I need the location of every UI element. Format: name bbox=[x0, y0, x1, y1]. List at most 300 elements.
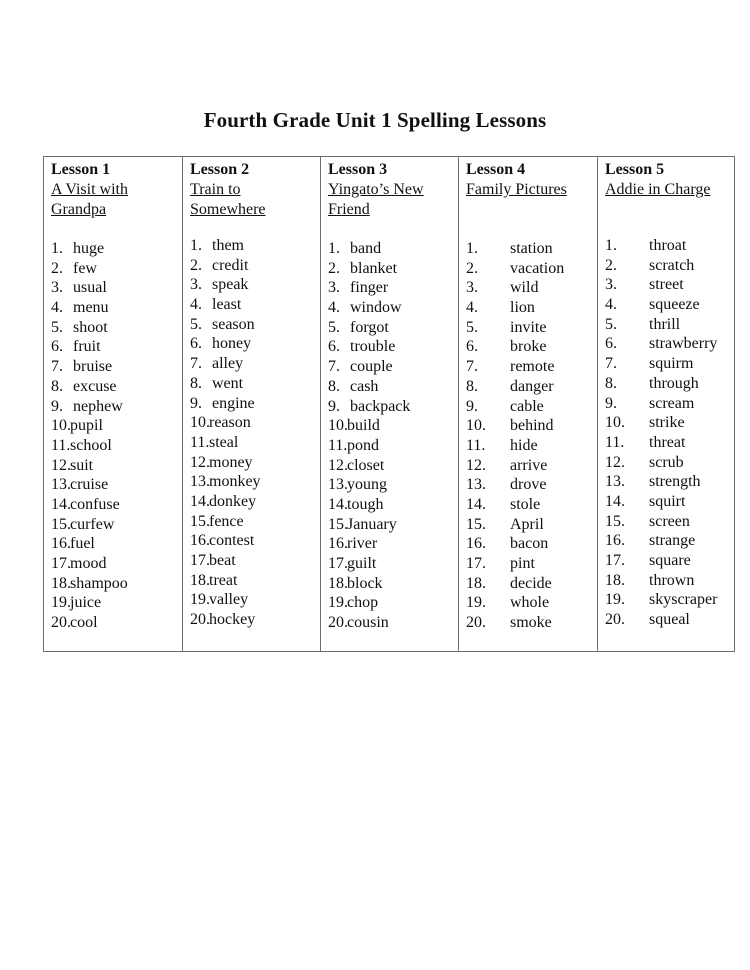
word-text: broke bbox=[510, 338, 547, 356]
word-number: 13. bbox=[466, 476, 486, 494]
lesson-header bbox=[190, 160, 318, 220]
word-text: beat bbox=[209, 552, 236, 569]
spelling-word bbox=[51, 337, 181, 357]
word-number: 10. bbox=[605, 414, 625, 432]
word-text: arrive bbox=[510, 456, 548, 474]
word-number: 11. bbox=[466, 436, 486, 454]
spelling-word bbox=[466, 259, 596, 279]
spelling-word bbox=[190, 512, 320, 532]
spelling-word bbox=[466, 475, 596, 495]
word-text: suit bbox=[70, 456, 94, 474]
spelling-word bbox=[51, 593, 181, 613]
word-text: cousin bbox=[347, 614, 389, 632]
word-text: stole bbox=[510, 495, 541, 513]
word-text: monkey bbox=[209, 473, 261, 491]
word-number: 8. bbox=[605, 374, 617, 392]
lesson-title-line: Train to bbox=[190, 181, 241, 198]
word-text: strawberry bbox=[649, 335, 718, 353]
word-text: pond bbox=[347, 436, 379, 454]
word-text: huge bbox=[73, 240, 105, 257]
word-number: 3. bbox=[605, 276, 617, 294]
spelling-word bbox=[466, 495, 596, 515]
word-list bbox=[51, 239, 181, 633]
word-text: least bbox=[212, 296, 242, 314]
spelling-word bbox=[466, 436, 596, 456]
word-text: throat bbox=[649, 237, 687, 254]
word-list bbox=[605, 236, 735, 630]
spelling-word bbox=[51, 357, 181, 377]
lesson-title-line: Family Pictures bbox=[466, 181, 567, 198]
lesson-title-line: Grandpa bbox=[51, 201, 107, 218]
word-text: alley bbox=[212, 355, 244, 373]
spelling-word bbox=[328, 259, 458, 279]
spelling-word bbox=[466, 337, 596, 357]
word-text: engine bbox=[212, 394, 255, 412]
spelling-word bbox=[466, 554, 596, 574]
word-number: 12. bbox=[328, 456, 348, 474]
word-text: invite bbox=[510, 318, 547, 336]
word-text: fence bbox=[209, 512, 244, 530]
spelling-word bbox=[466, 574, 596, 594]
word-text: through bbox=[649, 374, 699, 392]
word-number: 9. bbox=[328, 397, 340, 415]
spelling-word bbox=[328, 337, 458, 357]
spelling-word bbox=[190, 256, 320, 276]
word-text: pint bbox=[510, 555, 535, 572]
word-number: 3. bbox=[328, 279, 340, 297]
spelling-word bbox=[605, 275, 735, 295]
word-number: 7. bbox=[605, 355, 617, 373]
spelling-word bbox=[190, 551, 320, 571]
word-text: street bbox=[649, 276, 684, 294]
word-text: hockey bbox=[209, 611, 256, 629]
lesson-column bbox=[320, 157, 458, 651]
word-text: squirm bbox=[649, 355, 694, 373]
word-number: 12. bbox=[51, 456, 71, 474]
word-number: 20. bbox=[51, 614, 71, 632]
word-text: reason bbox=[209, 414, 251, 432]
word-number: 2. bbox=[328, 259, 340, 277]
spelling-word bbox=[605, 512, 735, 532]
word-number: 14. bbox=[328, 495, 348, 513]
spelling-table bbox=[43, 156, 735, 652]
word-number: 13. bbox=[328, 476, 348, 494]
word-text: threat bbox=[649, 433, 686, 451]
word-number: 16. bbox=[190, 532, 210, 550]
word-text: nephew bbox=[73, 397, 123, 415]
spelling-word bbox=[328, 278, 458, 298]
spelling-word bbox=[466, 613, 596, 633]
word-number: 1. bbox=[605, 237, 617, 254]
spelling-word bbox=[605, 453, 735, 473]
word-text: smoke bbox=[510, 614, 552, 632]
word-number: 5. bbox=[51, 318, 63, 336]
spelling-word bbox=[466, 318, 596, 338]
word-text: forgot bbox=[350, 318, 389, 336]
word-text: squirt bbox=[649, 492, 686, 510]
spelling-word bbox=[605, 610, 735, 630]
word-number: 18. bbox=[605, 571, 625, 589]
word-text: juice bbox=[70, 594, 102, 612]
spelling-word bbox=[328, 495, 458, 515]
word-number: 13. bbox=[605, 473, 625, 491]
spelling-word bbox=[51, 259, 181, 279]
spelling-word bbox=[51, 475, 181, 495]
word-text: fuel bbox=[70, 535, 95, 553]
word-number: 2. bbox=[51, 259, 63, 277]
word-number: 16. bbox=[466, 535, 486, 553]
spelling-word bbox=[328, 436, 458, 456]
word-text: chop bbox=[347, 594, 379, 612]
word-number: 15. bbox=[190, 512, 210, 530]
word-text: block bbox=[347, 574, 383, 592]
word-text: square bbox=[649, 552, 691, 569]
lesson-title-line: Addie in Charge bbox=[605, 181, 711, 198]
spelling-word bbox=[190, 610, 320, 630]
word-number: 5. bbox=[466, 318, 478, 336]
word-number: 10. bbox=[190, 414, 210, 432]
word-number: 17. bbox=[190, 552, 210, 569]
word-number: 18. bbox=[328, 574, 348, 592]
word-number: 6. bbox=[605, 335, 617, 353]
word-text: treat bbox=[209, 571, 238, 589]
word-text: cruise bbox=[70, 476, 109, 494]
word-text: few bbox=[73, 259, 97, 277]
word-text: steal bbox=[209, 433, 239, 451]
lesson-title-line: Friend bbox=[328, 201, 370, 218]
spelling-word bbox=[190, 492, 320, 512]
word-number: 9. bbox=[51, 397, 63, 415]
spelling-word bbox=[605, 531, 735, 551]
word-number: 11. bbox=[51, 436, 71, 454]
word-text: honey bbox=[212, 335, 252, 353]
spelling-word bbox=[605, 236, 735, 256]
word-text: mood bbox=[70, 555, 107, 572]
word-number: 12. bbox=[190, 453, 210, 471]
word-text: station bbox=[510, 240, 553, 257]
word-number: 11. bbox=[190, 433, 210, 451]
word-text: April bbox=[510, 515, 544, 533]
word-number: 10. bbox=[328, 417, 348, 435]
spelling-word bbox=[190, 236, 320, 256]
spelling-word bbox=[190, 531, 320, 551]
spelling-word bbox=[605, 315, 735, 335]
word-text: went bbox=[212, 374, 244, 392]
spelling-word bbox=[328, 416, 458, 436]
word-text: danger bbox=[510, 377, 554, 395]
word-text: school bbox=[70, 436, 112, 454]
word-number: 19. bbox=[328, 594, 348, 612]
word-text: valley bbox=[209, 591, 249, 609]
word-number: 12. bbox=[466, 456, 486, 474]
lesson-name: Lesson 4 bbox=[466, 161, 526, 178]
spelling-word bbox=[51, 456, 181, 476]
spelling-word bbox=[328, 534, 458, 554]
spelling-word bbox=[328, 397, 458, 417]
word-number: 5. bbox=[190, 315, 202, 333]
spelling-word bbox=[51, 318, 181, 338]
word-text: thrown bbox=[649, 571, 695, 589]
spelling-word bbox=[328, 515, 458, 535]
spelling-word bbox=[466, 239, 596, 259]
word-text: shampoo bbox=[70, 574, 128, 592]
word-number: 18. bbox=[51, 574, 71, 592]
word-number: 8. bbox=[190, 374, 202, 392]
word-number: 4. bbox=[190, 296, 202, 314]
spelling-word bbox=[190, 394, 320, 414]
lesson-title-line: Somewhere bbox=[190, 201, 266, 218]
word-number: 16. bbox=[328, 535, 348, 553]
word-text: finger bbox=[350, 279, 389, 297]
spelling-word bbox=[466, 298, 596, 318]
spelling-word bbox=[328, 613, 458, 633]
spelling-word bbox=[51, 416, 181, 436]
lesson-column bbox=[44, 157, 182, 651]
word-number: 20. bbox=[605, 611, 625, 629]
spelling-word bbox=[466, 593, 596, 613]
word-text: excuse bbox=[73, 377, 117, 395]
spelling-word bbox=[466, 456, 596, 476]
word-number: 17. bbox=[466, 555, 486, 572]
word-number: 7. bbox=[190, 355, 202, 373]
word-number: 9. bbox=[605, 394, 617, 412]
word-text: scream bbox=[649, 394, 695, 412]
word-text: scratch bbox=[649, 256, 695, 274]
spelling-word bbox=[190, 275, 320, 295]
page-title: Fourth Grade Unit 1 Spelling Lessons bbox=[203, 108, 547, 132]
word-number: 1. bbox=[51, 240, 63, 257]
word-text: cash bbox=[350, 377, 379, 395]
spelling-word bbox=[605, 472, 735, 492]
spelling-word bbox=[190, 590, 320, 610]
spelling-word bbox=[466, 534, 596, 554]
word-text: squeal bbox=[649, 611, 690, 629]
word-number: 6. bbox=[328, 338, 340, 356]
spelling-word bbox=[466, 278, 596, 298]
word-number: 13. bbox=[51, 476, 71, 494]
word-text: couple bbox=[350, 358, 393, 376]
word-text: backpack bbox=[350, 397, 411, 415]
word-number: 10. bbox=[51, 417, 71, 435]
word-text: skyscraper bbox=[649, 591, 718, 609]
word-text: cable bbox=[510, 397, 544, 415]
word-text: guilt bbox=[347, 555, 377, 572]
spelling-word bbox=[328, 554, 458, 574]
word-number: 4. bbox=[51, 299, 63, 317]
spelling-word bbox=[328, 456, 458, 476]
word-number: 18. bbox=[466, 574, 486, 592]
spelling-word bbox=[605, 295, 735, 315]
word-number: 19. bbox=[51, 594, 71, 612]
word-text: build bbox=[347, 417, 380, 435]
word-list bbox=[328, 239, 458, 633]
lesson-header bbox=[328, 160, 456, 220]
word-text: behind bbox=[510, 417, 554, 435]
word-number: 7. bbox=[51, 358, 63, 376]
word-text: them bbox=[212, 237, 244, 254]
spelling-word bbox=[328, 593, 458, 613]
word-text: strength bbox=[649, 473, 701, 491]
word-text: menu bbox=[73, 299, 109, 317]
word-number: 1. bbox=[328, 240, 340, 257]
word-text: river bbox=[347, 535, 378, 553]
lesson-column bbox=[597, 157, 734, 651]
word-text: pupil bbox=[70, 417, 103, 435]
word-text: strike bbox=[649, 414, 685, 432]
spelling-word bbox=[51, 613, 181, 633]
spelling-word bbox=[51, 495, 181, 515]
spelling-word bbox=[190, 413, 320, 433]
word-text: cool bbox=[70, 614, 98, 632]
word-list bbox=[190, 236, 320, 630]
word-number: 14. bbox=[190, 492, 210, 510]
lesson-column bbox=[182, 157, 320, 651]
word-text: donkey bbox=[209, 492, 257, 510]
spelling-word bbox=[51, 278, 181, 298]
word-text: lion bbox=[510, 299, 535, 317]
word-number: 9. bbox=[190, 394, 202, 412]
spelling-word bbox=[51, 298, 181, 318]
word-number: 5. bbox=[605, 315, 617, 333]
lesson-name: Lesson 5 bbox=[605, 161, 665, 178]
word-number: 19. bbox=[605, 591, 625, 609]
word-text: confuse bbox=[70, 495, 120, 513]
word-number: 6. bbox=[190, 335, 202, 353]
spelling-word bbox=[466, 397, 596, 417]
spelling-word bbox=[328, 298, 458, 318]
spelling-word bbox=[51, 377, 181, 397]
word-number: 14. bbox=[51, 495, 71, 513]
word-text: decide bbox=[510, 574, 552, 592]
word-text: contest bbox=[209, 532, 255, 550]
spelling-word bbox=[605, 394, 735, 414]
spelling-word bbox=[605, 413, 735, 433]
word-number: 4. bbox=[605, 296, 617, 314]
word-number: 2. bbox=[190, 256, 202, 274]
word-number: 4. bbox=[328, 299, 340, 317]
spelling-word bbox=[51, 515, 181, 535]
word-number: 1. bbox=[466, 240, 478, 257]
spelling-word bbox=[466, 357, 596, 377]
spelling-word bbox=[466, 416, 596, 436]
word-text: curfew bbox=[70, 515, 115, 533]
word-number: 1. bbox=[190, 237, 202, 254]
spelling-word bbox=[328, 357, 458, 377]
lesson-name: Lesson 1 bbox=[51, 161, 111, 178]
word-text: hide bbox=[510, 436, 538, 454]
spelling-word bbox=[466, 377, 596, 397]
word-text: vacation bbox=[510, 259, 565, 277]
word-text: drove bbox=[510, 476, 547, 494]
word-number: 4. bbox=[466, 299, 478, 317]
spelling-word bbox=[51, 436, 181, 456]
spelling-word bbox=[605, 551, 735, 571]
spelling-word bbox=[605, 354, 735, 374]
word-number: 20. bbox=[190, 611, 210, 629]
word-number: 12. bbox=[605, 453, 625, 471]
word-number: 3. bbox=[466, 279, 478, 297]
spelling-word bbox=[51, 554, 181, 574]
word-number: 15. bbox=[605, 512, 625, 530]
spelling-word bbox=[190, 374, 320, 394]
spelling-word bbox=[190, 334, 320, 354]
spelling-word bbox=[51, 574, 181, 594]
spelling-word bbox=[605, 334, 735, 354]
word-number: 14. bbox=[466, 495, 486, 513]
word-text: January bbox=[347, 515, 397, 533]
word-number: 16. bbox=[605, 532, 625, 550]
word-text: fruit bbox=[73, 338, 101, 356]
word-number: 2. bbox=[466, 259, 478, 277]
word-text: young bbox=[347, 476, 387, 494]
word-text: remote bbox=[510, 358, 555, 376]
spelling-word bbox=[190, 315, 320, 335]
word-number: 16. bbox=[51, 535, 71, 553]
word-text: scrub bbox=[649, 453, 684, 471]
spelling-word bbox=[51, 239, 181, 259]
lesson-header bbox=[466, 160, 594, 200]
word-number: 17. bbox=[51, 555, 71, 572]
word-text: wild bbox=[510, 279, 539, 297]
word-text: thrill bbox=[649, 315, 681, 333]
word-text: usual bbox=[73, 279, 107, 297]
word-text: closet bbox=[347, 456, 385, 474]
word-number: 8. bbox=[466, 377, 478, 395]
word-text: bruise bbox=[73, 358, 113, 376]
spelling-word bbox=[328, 377, 458, 397]
lesson-title-line: A Visit with bbox=[51, 181, 128, 198]
word-text: band bbox=[350, 240, 382, 257]
spelling-word bbox=[605, 492, 735, 512]
word-number: 11. bbox=[605, 433, 625, 451]
lesson-header bbox=[605, 160, 733, 200]
word-number: 13. bbox=[190, 473, 210, 491]
word-number: 3. bbox=[190, 276, 202, 294]
spelling-word bbox=[605, 374, 735, 394]
word-text: credit bbox=[212, 256, 249, 274]
word-number: 3. bbox=[51, 279, 63, 297]
word-number: 18. bbox=[190, 571, 210, 589]
word-number: 6. bbox=[466, 338, 478, 356]
word-number: 8. bbox=[328, 377, 340, 395]
word-text: screen bbox=[649, 512, 690, 530]
word-number: 11. bbox=[328, 436, 348, 454]
word-text: window bbox=[350, 299, 402, 317]
spelling-word bbox=[466, 515, 596, 535]
spelling-word bbox=[328, 475, 458, 495]
lesson-name: Lesson 2 bbox=[190, 161, 250, 178]
word-text: tough bbox=[347, 495, 384, 513]
word-number: 7. bbox=[328, 358, 340, 376]
word-number: 5. bbox=[328, 318, 340, 336]
word-number: 20. bbox=[328, 614, 348, 632]
word-number: 8. bbox=[51, 377, 63, 395]
word-number: 17. bbox=[328, 555, 348, 572]
word-number: 7. bbox=[466, 358, 478, 376]
spelling-word bbox=[190, 295, 320, 315]
spelling-word bbox=[190, 472, 320, 492]
word-number: 15. bbox=[51, 515, 71, 533]
word-text: money bbox=[209, 453, 253, 471]
word-text: speak bbox=[212, 276, 249, 294]
spelling-word bbox=[605, 433, 735, 453]
spelling-word bbox=[51, 397, 181, 417]
word-text: trouble bbox=[350, 338, 396, 356]
word-text: squeeze bbox=[649, 296, 700, 314]
lesson-title-line: Yingato’s New bbox=[328, 181, 424, 198]
spelling-word bbox=[605, 590, 735, 610]
spelling-word bbox=[328, 318, 458, 338]
